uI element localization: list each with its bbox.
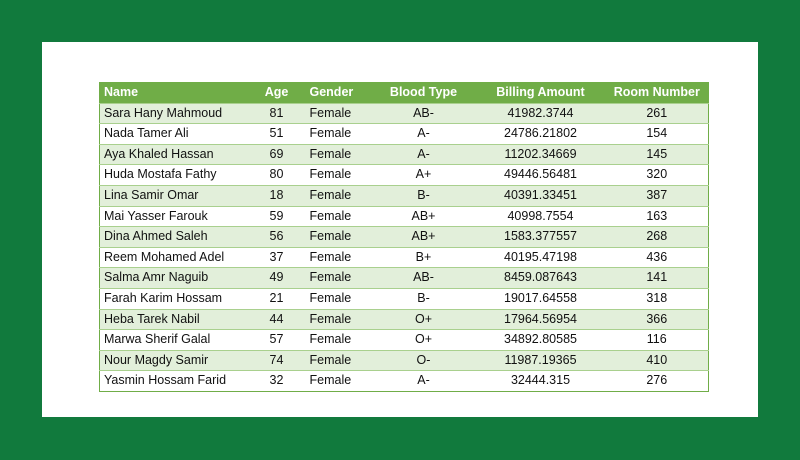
- cell-blood-type[interactable]: B+: [415, 249, 432, 264]
- cell-name[interactable]: Nour Magdy Samir: [104, 352, 209, 367]
- cell-blood-type[interactable]: O-: [416, 352, 431, 367]
- column-header-gender[interactable]: Gender: [309, 85, 354, 99]
- cell-billing-amount[interactable]: 32444.315: [510, 373, 571, 388]
- column-header-billing-amount[interactable]: Billing Amount: [496, 85, 585, 99]
- cell-room-number[interactable]: 163: [646, 208, 668, 223]
- cell-name[interactable]: Huda Mostafa Fathy: [104, 167, 217, 182]
- cell-room-number[interactable]: 320: [646, 167, 668, 182]
- cell-billing-amount[interactable]: 11987.19365: [504, 352, 577, 367]
- cell-gender[interactable]: Female: [309, 146, 352, 161]
- cell-room-number[interactable]: 268: [646, 229, 668, 244]
- cell-age[interactable]: 51: [269, 126, 284, 141]
- cell-age[interactable]: 80: [269, 167, 284, 182]
- cell-age[interactable]: 56: [269, 229, 284, 244]
- table-row: [100, 227, 709, 248]
- cell-billing-amount[interactable]: 34892.80585: [504, 332, 577, 347]
- table-row: [100, 309, 709, 330]
- table-row: [100, 268, 709, 289]
- table-row: [100, 288, 709, 309]
- cell-room-number[interactable]: 318: [646, 290, 668, 305]
- cell-gender[interactable]: Female: [309, 311, 352, 326]
- cell-room-number[interactable]: 141: [646, 270, 668, 285]
- cell-age[interactable]: 44: [269, 311, 284, 326]
- patients-table: [99, 82, 709, 392]
- cell-billing-amount[interactable]: 40195.47198: [504, 249, 577, 264]
- cell-name[interactable]: Heba Tarek Nabil: [104, 311, 200, 326]
- cell-room-number[interactable]: 261: [646, 105, 668, 120]
- cell-name[interactable]: Farah Karim Hossam: [104, 290, 223, 305]
- cell-billing-amount[interactable]: 8459.087643: [504, 270, 577, 285]
- table-row: [100, 124, 709, 145]
- cell-name[interactable]: Nada Tamer Ali: [104, 126, 189, 141]
- cell-name[interactable]: Aya Khaled Hassan: [104, 146, 214, 161]
- cell-name[interactable]: Salma Amr Naguib: [104, 270, 209, 285]
- column-header-room-number[interactable]: Room Number: [613, 85, 700, 99]
- cell-blood-type[interactable]: A-: [417, 146, 430, 161]
- cell-blood-type[interactable]: AB+: [411, 208, 436, 223]
- cell-name[interactable]: Lina Samir Omar: [104, 187, 199, 202]
- cell-gender[interactable]: Female: [309, 208, 352, 223]
- cell-age[interactable]: 32: [269, 373, 284, 388]
- cell-billing-amount[interactable]: 40998.7554: [507, 208, 574, 223]
- cell-room-number[interactable]: 387: [646, 187, 668, 202]
- table-header-row: [100, 83, 709, 104]
- cell-name[interactable]: Yasmin Hossam Farid: [104, 373, 227, 388]
- cell-blood-type[interactable]: A+: [415, 167, 432, 182]
- cell-billing-amount[interactable]: 17964.56954: [504, 311, 577, 326]
- cell-billing-amount[interactable]: 40391.33451: [504, 187, 577, 202]
- cell-name[interactable]: Reem Mohamed Adel: [104, 249, 225, 264]
- cell-gender[interactable]: Female: [309, 167, 352, 182]
- cell-gender[interactable]: Female: [309, 332, 352, 347]
- cell-billing-amount[interactable]: 24786.21802: [504, 126, 577, 141]
- cell-blood-type[interactable]: A-: [417, 373, 430, 388]
- cell-billing-amount[interactable]: 1583.377557: [504, 229, 577, 244]
- cell-room-number[interactable]: 366: [646, 311, 668, 326]
- cell-age[interactable]: 49: [269, 270, 284, 285]
- table-row: [100, 185, 709, 206]
- cell-age[interactable]: 69: [269, 146, 284, 161]
- cell-gender[interactable]: Female: [309, 290, 352, 305]
- cell-age[interactable]: 81: [269, 105, 284, 120]
- table-row: [100, 371, 709, 392]
- cell-gender[interactable]: Female: [309, 126, 352, 141]
- content-card: [42, 42, 758, 417]
- cell-room-number[interactable]: 410: [646, 352, 668, 367]
- column-header-blood-type[interactable]: Blood Type: [389, 85, 458, 99]
- cell-gender[interactable]: Female: [309, 373, 352, 388]
- cell-blood-type[interactable]: B-: [417, 187, 430, 202]
- cell-age[interactable]: 21: [269, 290, 284, 305]
- cell-blood-type[interactable]: AB+: [411, 229, 436, 244]
- table-row: [100, 247, 709, 268]
- table-row: [100, 350, 709, 371]
- cell-age[interactable]: 74: [269, 352, 284, 367]
- cell-name[interactable]: Sara Hany Mahmoud: [104, 105, 223, 120]
- table-row: [100, 144, 709, 165]
- cell-billing-amount[interactable]: 49446.56481: [504, 167, 577, 182]
- cell-age[interactable]: 59: [269, 208, 284, 223]
- cell-gender[interactable]: Female: [309, 105, 352, 120]
- column-header-age[interactable]: Age: [264, 85, 289, 99]
- cell-gender[interactable]: Female: [309, 352, 352, 367]
- cell-billing-amount[interactable]: 41982.3744: [507, 105, 574, 120]
- cell-gender[interactable]: Female: [309, 229, 352, 244]
- cell-name[interactable]: Mai Yasser Farouk: [104, 208, 208, 223]
- cell-room-number[interactable]: 154: [646, 126, 668, 141]
- table-row: [100, 165, 709, 186]
- cell-age[interactable]: 18: [269, 187, 284, 202]
- cell-blood-type[interactable]: AB-: [413, 270, 434, 285]
- table-row: [100, 206, 709, 227]
- cell-name[interactable]: Marwa Sherif Galal: [104, 332, 211, 347]
- cell-name[interactable]: Dina Ahmed Saleh: [104, 229, 208, 244]
- table-row: [100, 103, 709, 124]
- cell-blood-type[interactable]: O+: [414, 311, 433, 326]
- cell-room-number[interactable]: 145: [646, 146, 668, 161]
- cell-gender[interactable]: Female: [309, 270, 352, 285]
- cell-room-number[interactable]: 116: [646, 332, 667, 347]
- cell-blood-type[interactable]: B-: [417, 290, 430, 305]
- cell-billing-amount[interactable]: 11202.34669: [504, 146, 577, 161]
- cell-age[interactable]: 57: [269, 332, 284, 347]
- column-header-name[interactable]: Name: [104, 85, 139, 99]
- cell-gender[interactable]: Female: [309, 187, 352, 202]
- cell-blood-type[interactable]: A-: [417, 126, 430, 141]
- cell-gender[interactable]: Female: [309, 249, 352, 264]
- cell-blood-type[interactable]: AB-: [413, 105, 434, 120]
- cell-age[interactable]: 37: [269, 249, 284, 264]
- cell-room-number[interactable]: 276: [646, 373, 668, 388]
- cell-billing-amount[interactable]: 19017.64558: [504, 290, 577, 305]
- cell-room-number[interactable]: 436: [646, 249, 668, 264]
- table-row: [100, 330, 709, 351]
- cell-blood-type[interactable]: O+: [414, 332, 433, 347]
